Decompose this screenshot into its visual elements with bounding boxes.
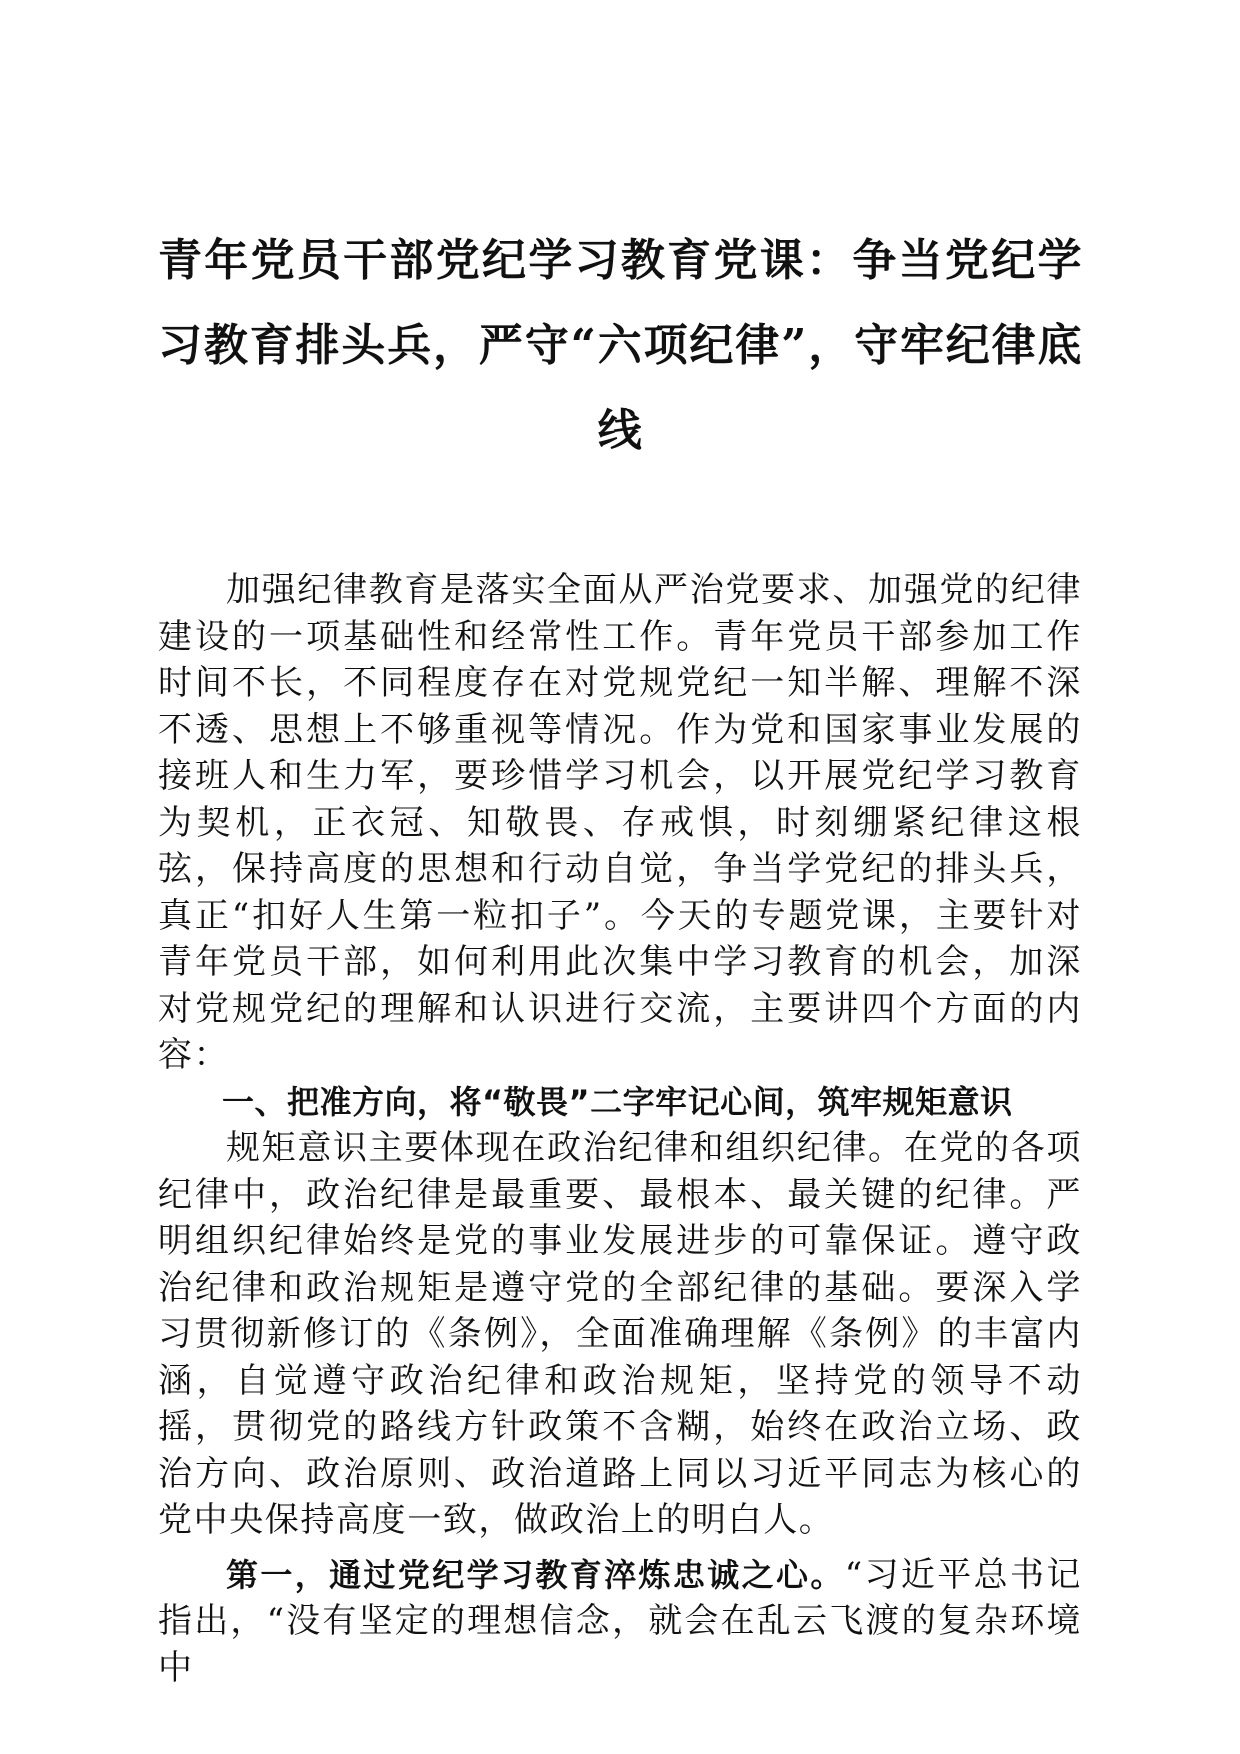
point-text: “习近平总书记指出，“没有坚定的理想信念，就会在乱云飞渡的复杂环境中 — [158, 1554, 1082, 1688]
intro-paragraph: 加强纪律教育是落实全面从严治党要求、加强党的纪律建设的一项基础性和经常性工作。青年党员干部参加工作时间不长，不同程度存在对党规党纪一知半解、理解不深不透、思想上不够重视等情况。作为党和国家事业发展的接班人和生力军，要珍惜学习机会，以开展党纪学习教育为契机，正衣冠、知敬畏、存戒惧，时刻绷紧纪律这根弦，保持高度的思想和行动自觉，争当学党纪的排头兵，真正“扣好人生第一粒扣子”。今天的专题党课，主要针对青年党员干部，如何利用此次集中学习教育的机会，加深对党规党纪的理解和认识进行交流，主要讲四个方面的内容： — [158, 570, 1082, 1075]
section-paragraph: 规矩意识主要体现在政治纪律和组织纪律。在党的各项纪律中，政治纪律是最重要、最根本、最关键的纪律。严明组织纪律始终是党的事业发展进步的可靠保证。遵守政治纪律和政治规矩是遵守党的全部纪律的基础。要深入学习贯彻新修订的《条例》，全面准确理解《条例》的丰富内涵，自觉遵守政治纪律和政治规矩，坚持党的领导不动摇，贯彻党的路线方针政策不含糊，始终在政治立场、政治方向、政治原则、政治道路上同以习近平同志为核心的党中央保持高度一致，做政治上的明白人。 — [158, 1128, 1082, 1540]
document-title: 青年党员干部党纪学习教育党课：争当党纪学习教育排头兵，严守“六项纪律”，守牢纪律底线 — [158, 235, 1082, 456]
section-heading: 一、把准方向，将“敬畏”二字牢记心间，筑牢规矩意识 — [222, 1082, 1013, 1121]
point-paragraph — [158, 1552, 1082, 1692]
point-lead: 第一，通过党纪学习教育淬炼忠诚之心。 — [226, 1555, 845, 1594]
document-body — [158, 567, 1082, 1691]
